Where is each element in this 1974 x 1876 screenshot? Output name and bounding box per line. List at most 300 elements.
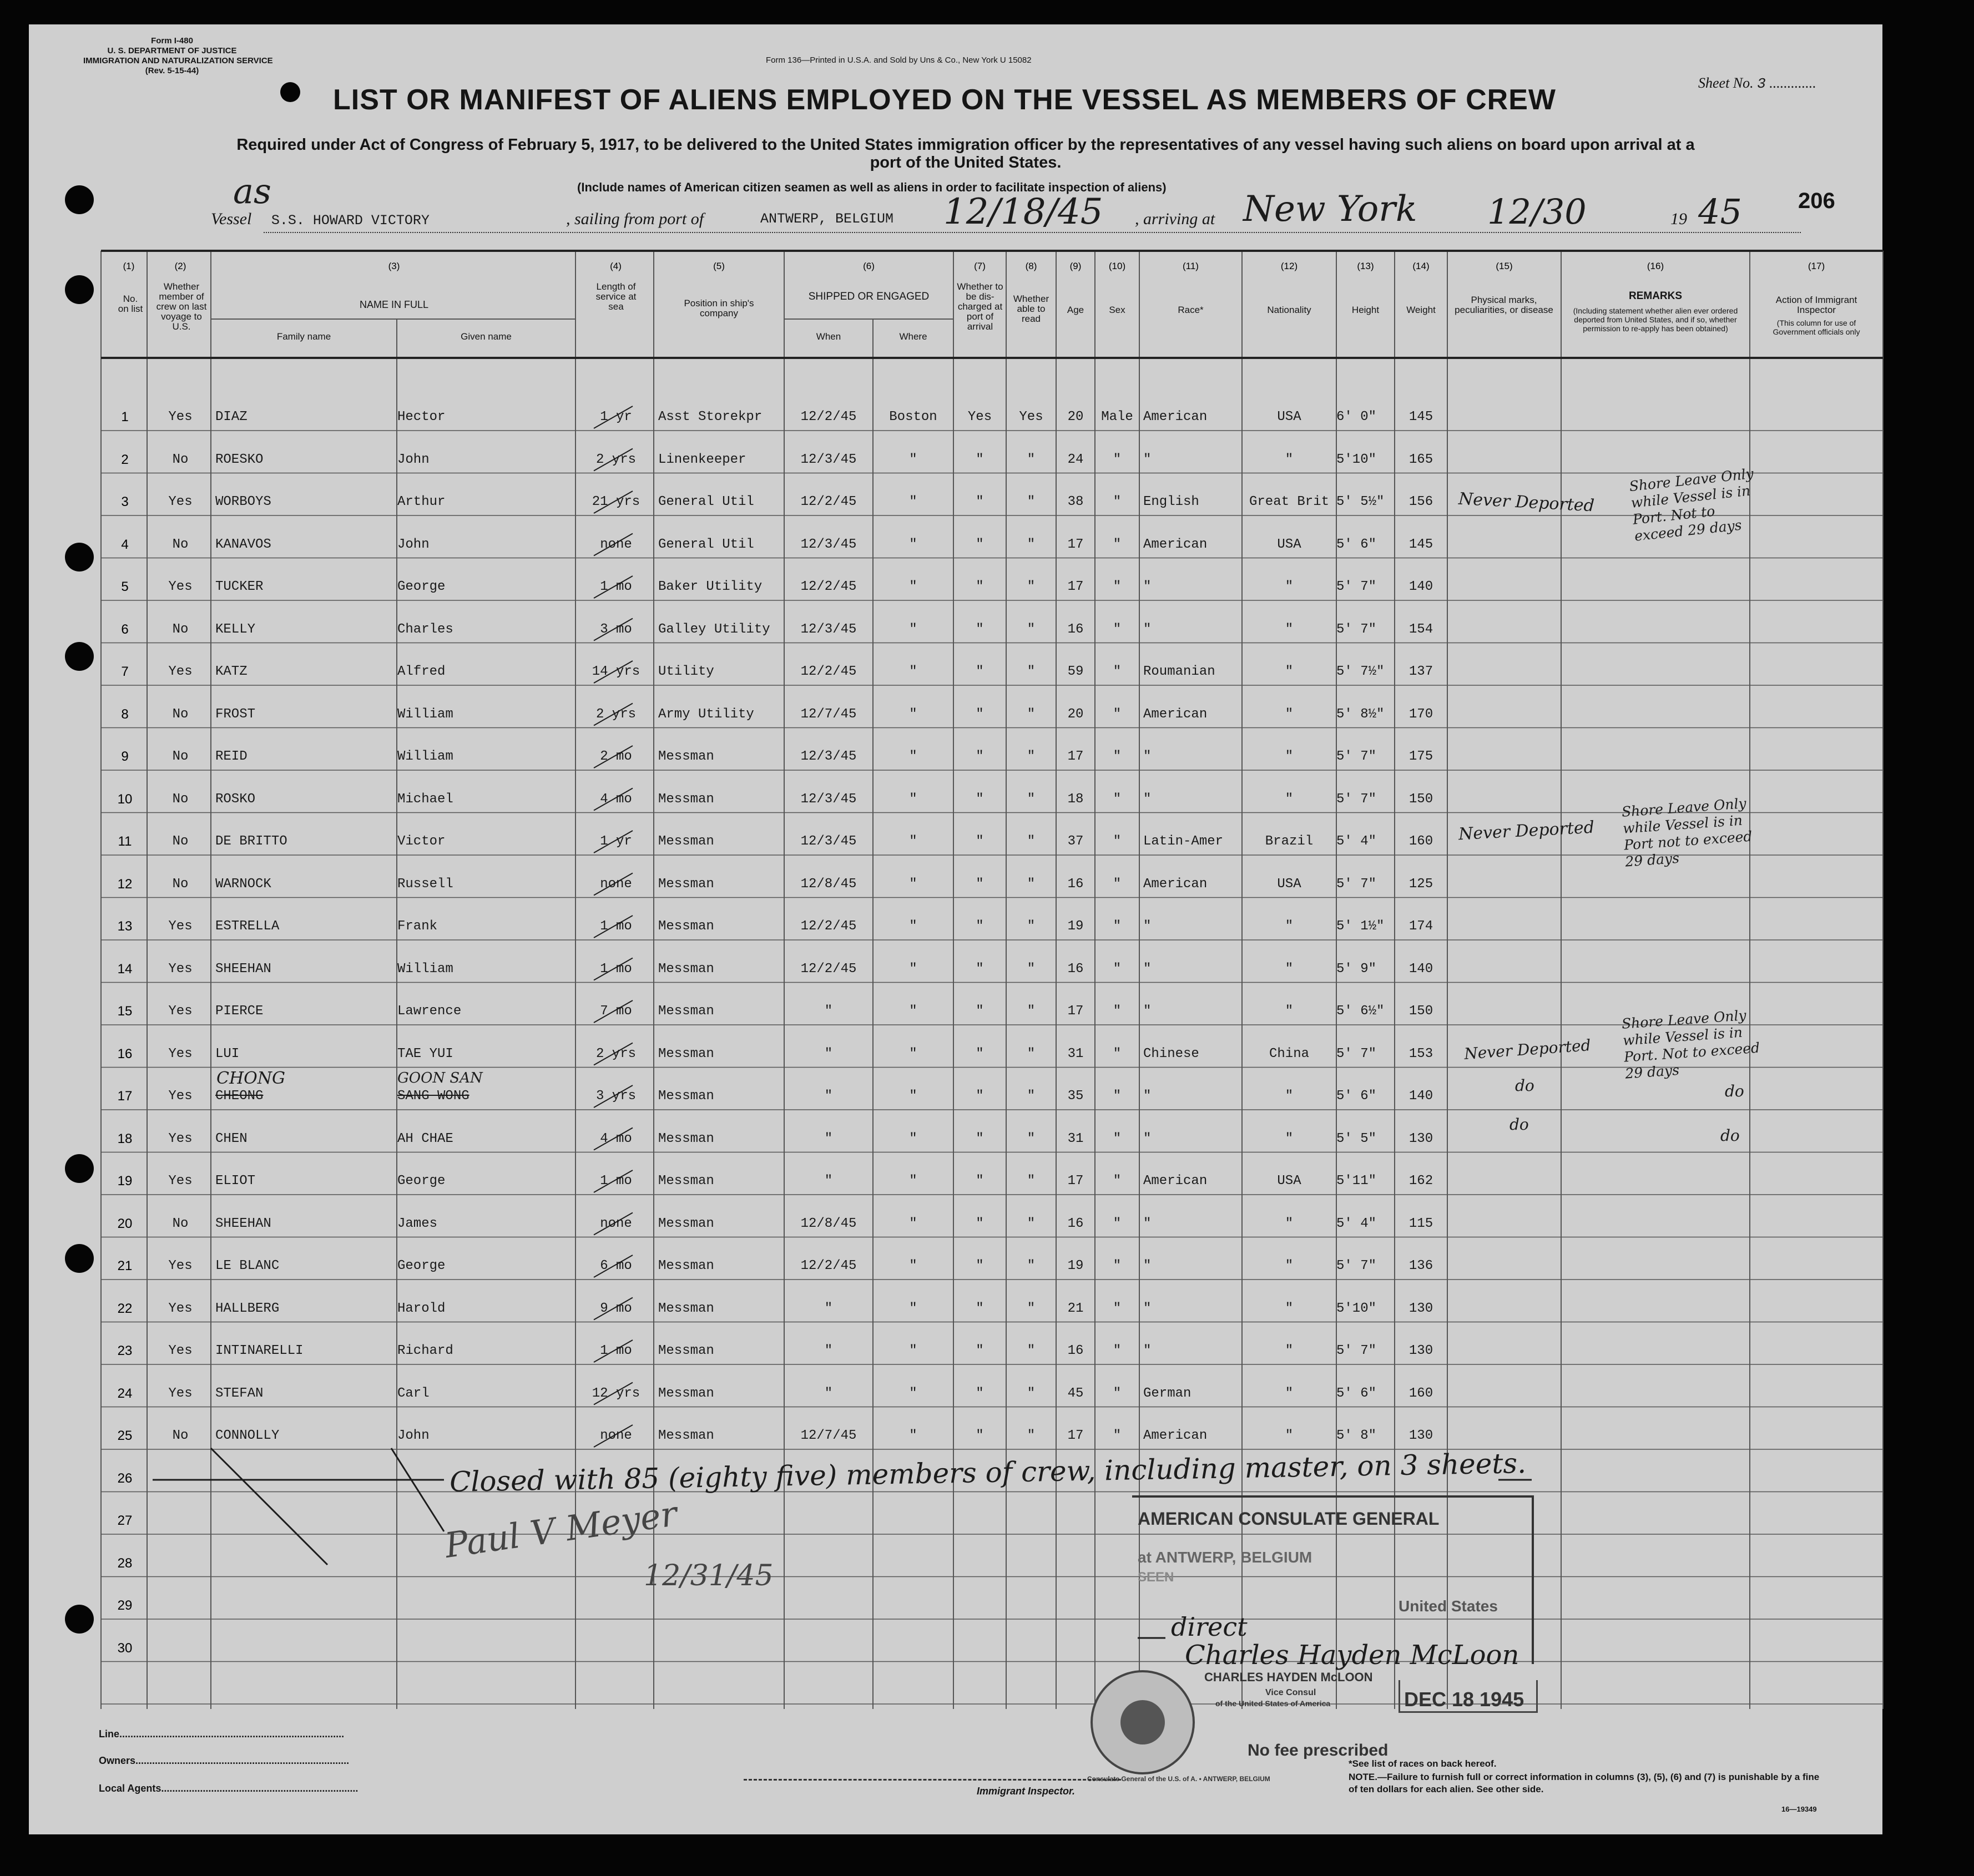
physical-ditto-17: do <box>1515 1076 1534 1095</box>
cell-nat: " <box>1285 749 1294 764</box>
row-number: 9 <box>121 749 129 764</box>
cell-nat: Great Brit <box>1249 494 1330 509</box>
cell-disch: " <box>976 1216 984 1231</box>
cell-nat: " <box>1285 1258 1294 1273</box>
cell-where: " <box>909 1343 917 1358</box>
row-number: 3 <box>121 494 129 509</box>
cell-nat: " <box>1285 664 1294 679</box>
cell-service: 4 mo <box>600 791 632 807</box>
cell-read: " <box>1027 961 1036 977</box>
cell-last: Yes <box>168 961 193 977</box>
closing-statement: Closed with 85 (eighty five) members of crew, including master, on 3 sheets. <box>449 1447 1527 1498</box>
row-number: 19 <box>117 1174 133 1189</box>
cell-position: Messman <box>658 1174 714 1189</box>
cell-last: No <box>172 537 189 552</box>
cell-given: Arthur <box>397 494 446 509</box>
cell-family: ROSKO <box>215 791 256 807</box>
cell-sex: " <box>1113 1046 1122 1061</box>
cell-last: Yes <box>168 1046 193 1061</box>
cell-service: 1 yr <box>600 834 632 849</box>
stamp-line-1: AMERICAN CONSULATE GENERAL <box>1138 1509 1440 1529</box>
row-number: 29 <box>117 1598 133 1613</box>
cell-height: 5' 6½" <box>1336 1004 1385 1019</box>
cell-position: Messman <box>658 1131 714 1146</box>
cell-where: Boston <box>889 409 937 424</box>
remark-ditto-18: do <box>1720 1126 1740 1145</box>
cell-last: Yes <box>168 1343 193 1358</box>
cell-given: Lawrence <box>397 1004 462 1019</box>
cell-where: " <box>909 961 917 977</box>
header-physical: Physical marks, peculiarities, or disease <box>1455 295 1553 315</box>
header-family-name: Family name <box>276 331 331 342</box>
cell-last: No <box>172 834 189 849</box>
cell-sex: Male <box>1101 409 1133 424</box>
department: U. S. DEPARTMENT OF JUSTICE <box>107 46 237 55</box>
row-number: 28 <box>117 1555 133 1571</box>
row-number: 25 <box>117 1428 133 1443</box>
cell-read: " <box>1027 1343 1036 1358</box>
cell-when: " <box>824 1131 833 1146</box>
cell-weight: 130 <box>1408 1343 1433 1358</box>
cell-family: ROESKO <box>215 452 264 467</box>
cell-nat: " <box>1285 1343 1294 1358</box>
cell-position: Messman <box>658 1216 714 1231</box>
cell-where: " <box>909 1428 917 1443</box>
cell-when: 12/3/45 <box>800 791 857 807</box>
col-num-7: (7) <box>974 261 986 271</box>
cell-age: 17 <box>1067 749 1084 764</box>
cell-race: American <box>1143 1174 1208 1189</box>
cell-service: 6 mo <box>600 1258 632 1273</box>
header-action: Action of Immigrant Inspector <box>1775 295 1857 315</box>
cell-read: " <box>1027 1089 1036 1104</box>
cell-race: " <box>1143 621 1152 637</box>
cell-sex: " <box>1113 579 1122 594</box>
cell-nat: " <box>1285 1131 1294 1146</box>
col-num-5: (5) <box>713 261 725 271</box>
cell-disch: " <box>976 1385 984 1401</box>
cell-position: Messman <box>658 791 714 807</box>
cell-race: Chinese <box>1143 1046 1199 1061</box>
include-note: (Include names of American citizen seamen as well as aliens in order to facilitate inspection of aliens) <box>577 180 1167 194</box>
cell-position: Messman <box>658 1301 714 1316</box>
owners-label: Owners <box>99 1755 136 1766</box>
cell-age: 17 <box>1067 1428 1084 1443</box>
vessel-name: S.S. HOWARD VICTORY <box>271 213 430 229</box>
cell-age: 35 <box>1067 1089 1084 1104</box>
cell-given: William <box>397 749 453 764</box>
cell-age: 16 <box>1067 876 1084 892</box>
footer-agents-label: Local Agents....................................................................... <box>99 1783 359 1794</box>
cell-service: 9 mo <box>600 1301 632 1316</box>
cell-family: STEFAN <box>215 1385 264 1401</box>
cell-when: 12/2/45 <box>800 664 857 679</box>
cell-disch: " <box>976 706 984 722</box>
header-length-service: Length of service at sea <box>595 281 637 312</box>
cell-last: No <box>172 1428 189 1443</box>
cell-where: " <box>909 1301 917 1316</box>
cell-position: Asst Storekpr <box>658 409 763 424</box>
row-number: 22 <box>117 1301 133 1316</box>
cell-age: 38 <box>1067 494 1084 509</box>
cell-when: " <box>824 1174 833 1189</box>
cell-service: 2 yrs <box>595 706 636 722</box>
cell-where: " <box>909 1174 917 1189</box>
col-num-17: (17) <box>1808 261 1825 271</box>
row-number: 26 <box>117 1470 133 1486</box>
cell-height: 5' 7½" <box>1336 664 1385 679</box>
cell-age: 18 <box>1067 791 1084 807</box>
vice-consul-of: of the United States of America <box>1215 1699 1331 1708</box>
cell-disch: " <box>976 791 984 807</box>
cell-where: " <box>909 1131 917 1146</box>
cell-height: 5'11" <box>1336 1174 1377 1189</box>
cell-age: 17 <box>1067 1174 1084 1189</box>
cell-weight: 156 <box>1408 494 1433 509</box>
cell-nat: China <box>1269 1046 1309 1061</box>
cell-race: Latin-Amer <box>1143 834 1224 849</box>
cell-last: Yes <box>168 664 193 679</box>
cell-service: none <box>600 1216 632 1231</box>
cell-nat: " <box>1285 919 1294 934</box>
cell-weight: 162 <box>1408 1174 1433 1189</box>
header-shipped: SHIPPED OR ENGAGED <box>808 291 930 302</box>
cell-given: Alfred <box>397 664 446 679</box>
stamp-line-3: SEEN <box>1138 1570 1174 1585</box>
cell-height: 5' 9" <box>1336 961 1377 977</box>
cell-read: " <box>1027 1174 1036 1189</box>
cell-weight: 140 <box>1408 961 1433 977</box>
header-able-read: Whether able to read <box>1013 294 1049 324</box>
required-line-1: Required under Act of Congress of February 5, 1917, to be delivered to the United States immigration officer by the representatives of any vessel having such aliens on board upon arrival at a <box>236 136 1695 154</box>
cell-service: 1 mo <box>600 579 632 594</box>
cell-service: 7 mo <box>600 1004 632 1019</box>
row-number: 8 <box>121 706 129 722</box>
cell-height: 5' 1½" <box>1336 919 1385 934</box>
row-number: 14 <box>117 961 133 977</box>
cell-disch: " <box>976 537 984 552</box>
physical-note-row-16: Never Deported <box>1463 1036 1592 1063</box>
cell-race: " <box>1143 1089 1152 1104</box>
cell-where: " <box>909 1216 917 1231</box>
cell-height: 5'10" <box>1336 1301 1377 1316</box>
cell-race: " <box>1143 1258 1152 1273</box>
cell-when: " <box>824 1301 833 1316</box>
cell-read: " <box>1027 1301 1036 1316</box>
cell-family: WORBOYS <box>215 494 271 509</box>
cell-age: 31 <box>1067 1131 1084 1146</box>
direct-note: direct <box>1171 1612 1248 1642</box>
cell-height: 5' 8½" <box>1336 706 1385 722</box>
cell-given: William <box>397 706 453 722</box>
cell-position: Messman <box>658 749 714 764</box>
physical-note-row-3: Never Deported <box>1458 489 1595 516</box>
cell-age: 45 <box>1067 1385 1084 1401</box>
cell-nat: " <box>1285 1089 1294 1104</box>
cell-weight: 145 <box>1408 537 1433 552</box>
corrected-given-name: GOON SAN <box>397 1070 483 1086</box>
remark-row-16: Shore Leave Only while Vessel is in Port. Not to exceed 29 days <box>1621 1007 1760 1082</box>
cell-sex: " <box>1113 1258 1122 1273</box>
cell-race: American <box>1143 876 1208 892</box>
row-number: 10 <box>117 791 133 807</box>
cell-where: " <box>909 749 917 764</box>
inspector-signature-line <box>744 1779 1121 1781</box>
cell-weight: 150 <box>1408 1004 1433 1019</box>
page-number: 206 <box>1798 189 1835 213</box>
cell-family: CHEONG <box>215 1089 264 1104</box>
inspector-label: Immigrant Inspector. <box>977 1786 1076 1797</box>
cell-race: American <box>1143 706 1208 722</box>
cell-family: HALLBERG <box>215 1301 280 1316</box>
header-action-sub: (This column for use of Government officials only <box>1773 318 1860 336</box>
cell-race: English <box>1143 494 1199 509</box>
cell-family: PIERCE <box>215 1004 264 1019</box>
cell-weight: 160 <box>1408 1385 1433 1401</box>
row-number: 1 <box>121 409 129 424</box>
cell-age: 20 <box>1067 409 1084 424</box>
cell-service: 1 yr <box>600 409 632 424</box>
cell-last: Yes <box>168 1131 193 1146</box>
cell-disch: Yes <box>967 409 992 424</box>
cell-sex: " <box>1113 664 1122 679</box>
sailing-label: , sailing from port of <box>566 210 704 228</box>
stamp-line-5: United States <box>1399 1597 1498 1615</box>
cell-disch: " <box>976 579 984 594</box>
cell-height: 5' 5½" <box>1336 494 1385 509</box>
cell-disch: " <box>976 919 984 934</box>
cell-given: John <box>397 452 430 467</box>
col-num-9: (9) <box>1069 261 1082 271</box>
cell-height: 5' 7" <box>1336 1343 1377 1358</box>
cell-given: Hector <box>397 409 446 424</box>
cell-sex: " <box>1113 1004 1122 1019</box>
seal-text: Consulate General of the U.S. of A. • ANTWERP, BELGIUM <box>1087 1775 1270 1783</box>
row-number: 27 <box>117 1513 133 1528</box>
cell-where: " <box>909 1385 917 1401</box>
cell-height: 5' 6" <box>1336 1385 1377 1401</box>
cell-last: Yes <box>168 1385 193 1401</box>
cell-weight: 174 <box>1408 919 1433 934</box>
cell-where: " <box>909 791 917 807</box>
cell-when: 12/2/45 <box>800 1258 857 1273</box>
row-number: 20 <box>117 1216 133 1231</box>
cell-nat: " <box>1285 452 1294 467</box>
cell-age: 17 <box>1067 579 1084 594</box>
cell-when: 12/3/45 <box>800 834 857 849</box>
cell-height: 5' 5" <box>1336 1131 1377 1146</box>
col-num-8: (8) <box>1025 261 1037 271</box>
cell-height: 5' 6" <box>1336 1089 1377 1104</box>
cell-family: ESTRELLA <box>215 919 280 934</box>
cell-nat: " <box>1285 961 1294 977</box>
form-id: Form I-480 <box>151 36 193 45</box>
cell-race: German <box>1143 1385 1192 1401</box>
row-number: 21 <box>117 1258 133 1273</box>
cell-family: CONNOLLY <box>215 1428 280 1443</box>
page-title: LIST OR MANIFEST OF ALIENS EMPLOYED ON THE VESSEL AS MEMBERS OF CREW <box>333 84 1556 116</box>
cell-family: LE BLANC <box>215 1258 280 1273</box>
cell-sex: " <box>1113 876 1122 892</box>
header-given-name: Given name <box>461 331 512 342</box>
header-last-voyage: Whether member of crew on last voyage to U.S. <box>156 281 207 332</box>
cell-weight: 130 <box>1408 1131 1433 1146</box>
cell-given: George <box>397 579 446 594</box>
cell-weight: 140 <box>1408 579 1433 594</box>
cell-family: FROST <box>215 706 256 722</box>
header-remarks-sub: (Including statement whether alien ever ordered deported from United States, and if so, whether permission to re-apply has been obtained) <box>1573 306 1738 333</box>
cell-race: " <box>1143 1216 1152 1231</box>
cell-last: No <box>172 791 189 807</box>
col-num-15: (15) <box>1496 261 1513 271</box>
row-number: 13 <box>117 919 133 934</box>
cell-sex: " <box>1113 1174 1122 1189</box>
cell-disch: " <box>976 1301 984 1316</box>
cell-race: Roumanian <box>1143 664 1215 679</box>
cell-disch: " <box>976 1428 984 1443</box>
cell-family: LUI <box>215 1046 240 1061</box>
header-when: When <box>816 331 841 342</box>
cell-race: " <box>1143 1343 1152 1358</box>
cell-sex: " <box>1113 1428 1122 1443</box>
cell-when: 12/8/45 <box>800 1216 857 1231</box>
cell-last: No <box>172 452 189 467</box>
header-discharged: Whether to be dis-charged at port of arrival <box>957 281 1003 332</box>
row-number: 5 <box>121 579 129 594</box>
sailing-port: ANTWERP, BELGIUM <box>760 211 894 227</box>
arrival-port: New York <box>1243 189 1417 230</box>
cell-read: " <box>1027 1385 1036 1401</box>
cell-where: " <box>909 452 917 467</box>
cell-position: Army Utility <box>658 706 754 722</box>
cell-age: 59 <box>1067 664 1084 679</box>
cell-race: American <box>1143 409 1208 424</box>
cell-weight: 165 <box>1408 452 1433 467</box>
cell-age: 16 <box>1067 621 1084 637</box>
cell-last: No <box>172 621 189 637</box>
cell-sex: " <box>1113 791 1122 807</box>
cell-given: Charles <box>397 621 453 637</box>
cell-weight: 137 <box>1408 664 1433 679</box>
cell-race: " <box>1143 961 1152 977</box>
cell-position: General Util <box>658 537 754 552</box>
header-weight: Weight <box>1406 305 1436 315</box>
cell-age: 20 <box>1067 706 1084 722</box>
cell-position: Messman <box>658 919 714 934</box>
cell-height: 5' 7" <box>1336 791 1377 807</box>
cell-read: " <box>1027 452 1036 467</box>
cell-when: 12/2/45 <box>800 919 857 934</box>
cell-given: James <box>397 1216 438 1231</box>
cell-race: " <box>1143 791 1152 807</box>
cell-last: Yes <box>168 409 193 424</box>
cell-weight: 160 <box>1408 834 1433 849</box>
cell-race: " <box>1143 579 1152 594</box>
header-position: Position in ship's company <box>684 298 754 318</box>
cell-last: Yes <box>168 1004 193 1019</box>
cell-when: 12/2/45 <box>800 961 857 977</box>
cell-where: " <box>909 876 917 892</box>
cell-sex: " <box>1113 749 1122 764</box>
cell-family: KATZ <box>215 664 248 679</box>
cell-height: 6' 0" <box>1336 409 1377 424</box>
cell-position: Utility <box>658 664 714 679</box>
cell-disch: " <box>976 1258 984 1273</box>
cell-when: 12/3/45 <box>800 452 857 467</box>
cell-read: " <box>1027 876 1036 892</box>
cell-height: 5' 4" <box>1336 1216 1377 1231</box>
cell-nat: " <box>1285 1216 1294 1231</box>
cell-sex: " <box>1113 1301 1122 1316</box>
cell-position: Messman <box>658 1343 714 1358</box>
cell-when: 12/2/45 <box>800 494 857 509</box>
cell-nat: " <box>1285 791 1294 807</box>
cell-height: 5' 7" <box>1336 876 1377 892</box>
cell-race: " <box>1143 1301 1152 1316</box>
cell-race: " <box>1143 749 1152 764</box>
col-num-1: (1) <box>123 261 135 271</box>
year-prefix: 19 <box>1670 210 1687 228</box>
initials: as <box>233 171 271 211</box>
arrival-date: 12/30 <box>1487 191 1587 232</box>
cell-nat: USA <box>1277 537 1301 552</box>
cell-family: TUCKER <box>215 579 264 594</box>
header-remarks: REMARKS <box>1628 290 1683 302</box>
cell-read: " <box>1027 1428 1036 1443</box>
cell-position: Messman <box>658 834 714 849</box>
cell-disch: " <box>976 1343 984 1358</box>
cell-service: 1 mo <box>600 919 632 934</box>
officer-signature-date: 12/31/45 <box>644 1559 774 1592</box>
vessel-label: Vessel <box>211 210 252 228</box>
cell-nat: " <box>1285 1428 1294 1443</box>
cell-age: 19 <box>1067 1258 1084 1273</box>
cell-age: 16 <box>1067 961 1084 977</box>
cell-service: 4 mo <box>600 1131 632 1146</box>
col-num-14: (14) <box>1412 261 1430 271</box>
col-num-12: (12) <box>1280 261 1298 271</box>
cell-weight: 154 <box>1408 621 1433 637</box>
cell-given: SANG WONG <box>397 1089 469 1104</box>
cell-read: " <box>1027 834 1036 849</box>
cell-when: 12/7/45 <box>800 1428 857 1443</box>
cell-sex: " <box>1113 1343 1122 1358</box>
cell-when: 12/2/45 <box>800 579 857 594</box>
cell-height: 5' 6" <box>1336 537 1377 552</box>
col-num-10: (10) <box>1108 261 1126 271</box>
cell-read: " <box>1027 706 1036 722</box>
cell-disch: " <box>976 1046 984 1061</box>
fine-note <box>1349 1771 1826 1796</box>
cell-sex: " <box>1113 961 1122 977</box>
cell-height: 5' 7" <box>1336 1258 1377 1273</box>
cell-service: 2 yrs <box>595 1046 636 1061</box>
cell-where: " <box>909 706 917 722</box>
row-number: 17 <box>117 1089 133 1104</box>
cell-height: 5' 7" <box>1336 579 1377 594</box>
cell-service: 1 mo <box>600 1343 632 1358</box>
physical-ditto-18: do <box>1509 1115 1529 1134</box>
form-code: 16—19349 <box>1781 1805 1817 1813</box>
cell-age: 16 <box>1067 1216 1084 1231</box>
sheet-label: Sheet No. <box>1698 75 1754 91</box>
cell-family: INTINARELLI <box>215 1343 304 1358</box>
cell-height: 5' 7" <box>1336 1046 1377 1061</box>
cell-given: AH CHAE <box>397 1131 453 1146</box>
cell-position: Linenkeeper <box>658 452 746 467</box>
cell-race: American <box>1143 537 1208 552</box>
cell-family: KELLY <box>215 621 256 637</box>
